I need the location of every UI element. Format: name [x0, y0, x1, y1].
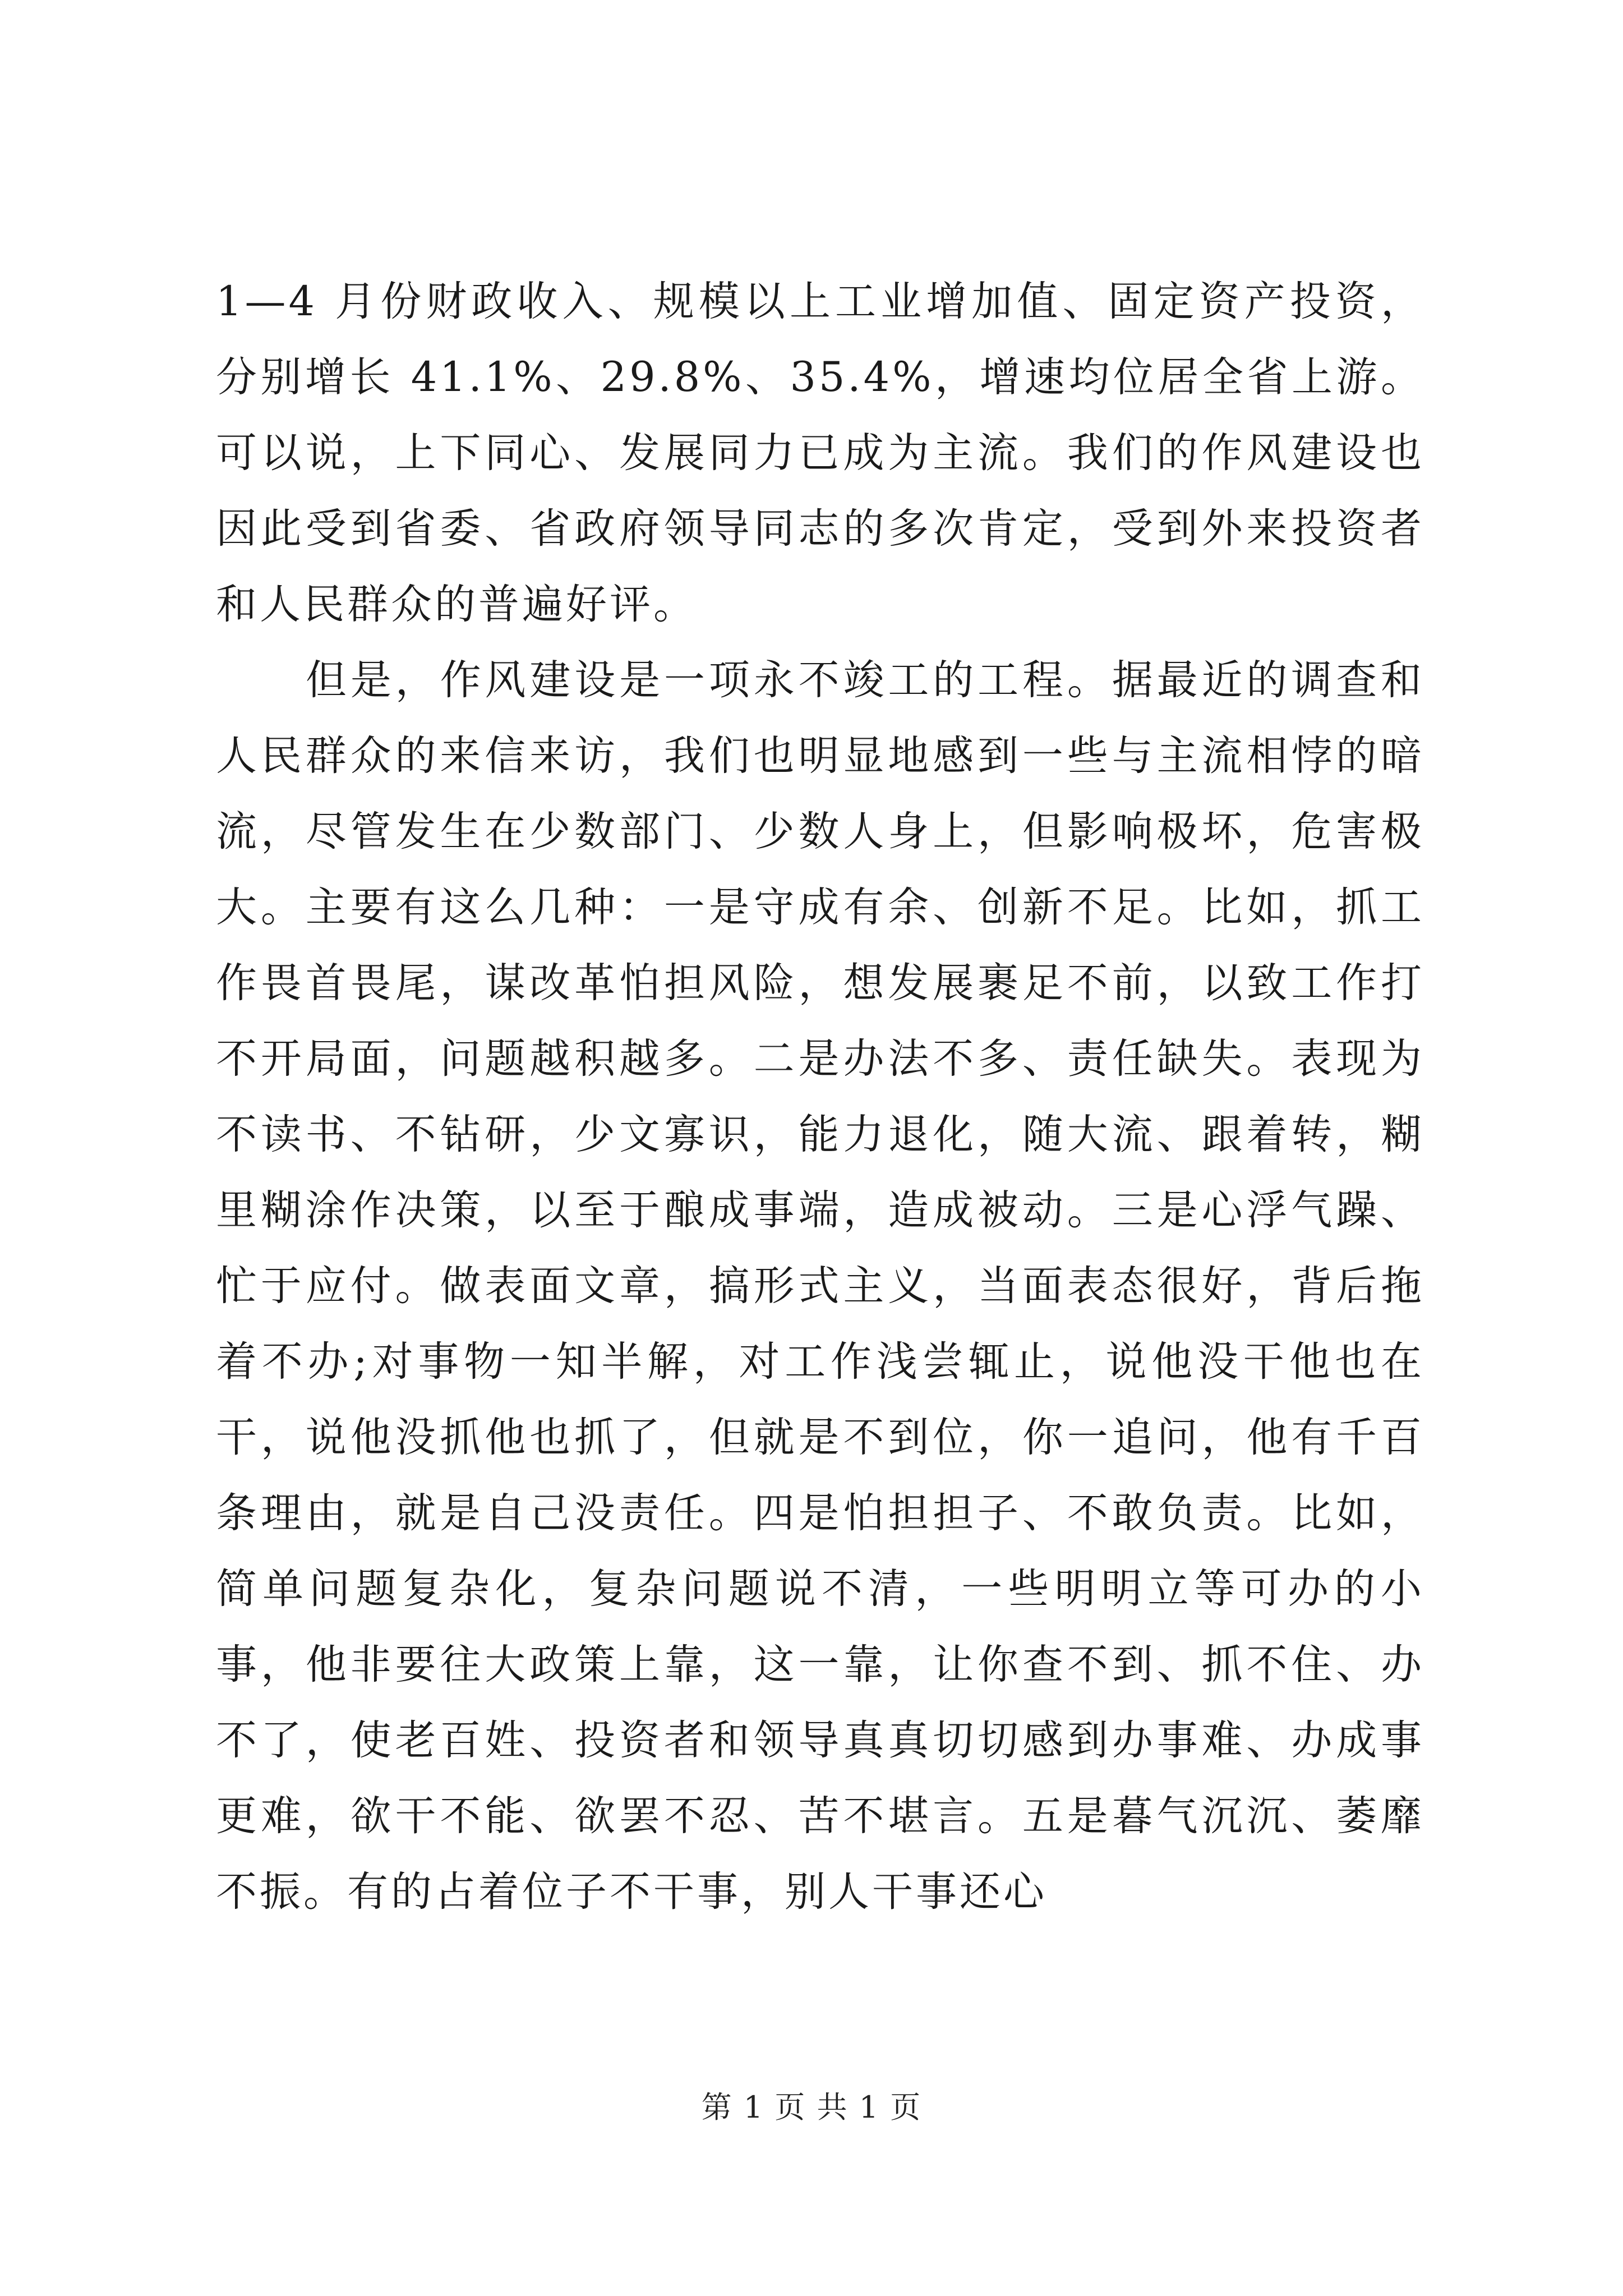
document-body: [216, 264, 1424, 1930]
paragraph-2: 但是，作风建设是一项永不竣工的工程。据最近的调查和人民群众的来信来访，我们也明显地感到一些与主流相悖的暗流，尽管发生在少数部门、少数人身上，但影响极坏，危害极大。主要有这么几种：一是守成有余、创新不足。比如，抓工作畏首畏尾，谋改革怕担风险，想发展裹足不前，以致工作打不开局面，问题越积越多。二是办法不多、责任缺失。表现为不读书、不钻研，少文寡识，能力退化，随大流、跟着转，糊里糊涂作决策，以至于酿成事端，造成被动。三是心浮气躁、忙于应付。做表面文章，搞形式主义，当面表态很好，背后拖着不办;对事物一知半解，对工作浅尝辄止，说他没干他也在干，说他没抓他也抓了，但就是不到位，你一追问，他有千百条理由，就是自己没责任。四是怕担担子、不敢负责。比如，简单问题复杂化，复杂问题说不清，一些明明立等可办的小事，他非要往大政策上靠，这一靠，让你查不到、抓不住、办不了，使老百姓、投资者和领导真真切切感到办事难、办成事更难，欲干不能、欲罢不忍、苦不堪言。五是暮气沉沉、萎靡不振。有的占着位子不干事，别人干事还心: [216, 656, 1424, 1916]
paragraph-1: 1—4 月份财政收入、规模以上工业增加值、固定资产投资，分别增长 41.1%、29.8%、35.4%，增速均位居全省上游。可以说，上下同心、发展同力已成为主流。我们的作风建设也因此受到省委、省政府领导同志的多次肯定，受到外来投资者和人民群众的普遍好评。: [216, 278, 1424, 628]
page-footer: 第 1 页 共 1 页: [701, 2090, 922, 2125]
